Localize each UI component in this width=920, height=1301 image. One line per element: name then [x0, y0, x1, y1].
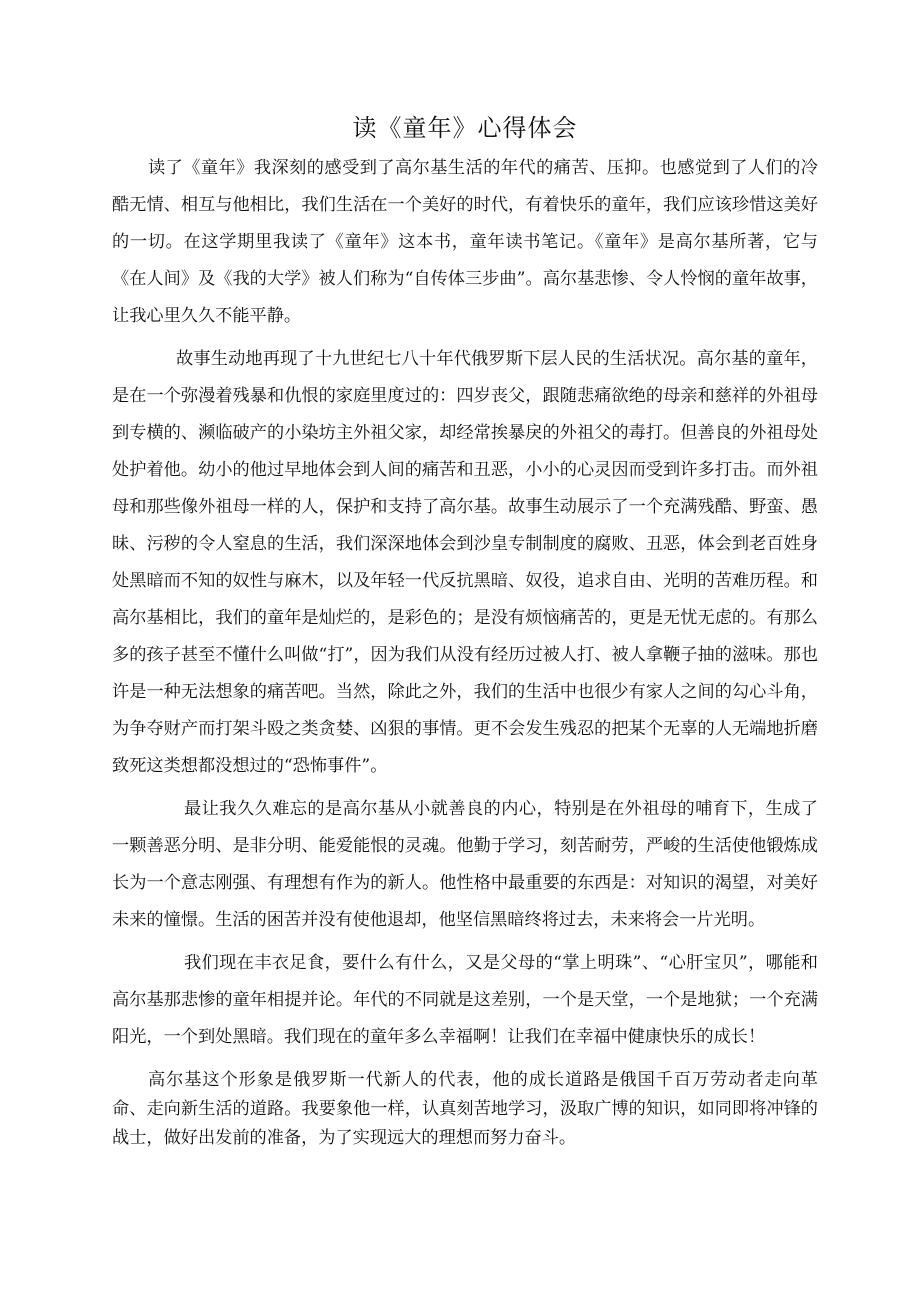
paragraph-4: 我们现在丰衣足食，要什么有什么，又是父母的“掌上明珠”、“心肝宝贝”，哪能和高尔基那悲惨的童年相提并论。年代的不同就是这差别，一个是天堂，一个是地狱；一个充满阳光，一个到处黑暗。我们现在的童年多么幸福啊！让我们在幸福中健康快乐的成长！: [112, 953, 818, 1047]
paragraph-5: 高尔基这个形象是俄罗斯一代新人的代表，他的成长道路是俄国千百万劳动者走向革命、走向新生活的道路。我要象他一样，认真刻苦地学习，汲取广博的知识，如同即将冲锋的战士，做好出发前的准备，为了实现远大的理想而努力奋斗。: [112, 1070, 818, 1148]
document-title: 读《童年》心得体会: [352, 114, 578, 142]
paragraph-3: 最让我久久难忘的是高尔基从小就善良的内心，特别是在外祖母的哺育下，生成了一颗善恶分明、是非分明、能爱能恨的灵魂。他勤于学习，刻苦耐劳，严峻的生活使他锻炼成长为一个意志刚强、有理想有作为的新人。他性格中最重要的东西是：对知识的渴望，对美好未来的憧憬。生活的困苦并没有使他退却，他坚信黑暗终将过去，未来将会一片光明。: [112, 799, 818, 930]
paragraph-1: 读了《童年》我深刻的感受到了高尔基生活的年代的痛苦、压抑。也感觉到了人们的冷酷无情、相互与他相比，我们生活在一个美好的时代，有着快乐的童年，我们应该珍惜这美好的一切。在这学期里我读了《童年》这本书，童年读书笔记。《童年》是高尔基所著，它与《在人间》及《我的大学》被人们称为“自传体三步曲”。高尔基悲惨、令人怜悯的童年故事，让我心里久久不能平静。: [112, 158, 818, 326]
document-page: [112, 108, 818, 1153]
paragraph-2: 故事生动地再现了十九世纪七八十年代俄罗斯下层人民的生活状况。高尔基的童年，是在一个弥漫着残暴和仇恨的家庭里度过的：四岁丧父，跟随悲痛欲绝的母亲和慈祥的外祖母到专横的、濒临破产的小染坊主外祖父家，却经常挨暴戾的外祖父的毒打。但善良的外祖母处处护着他。幼小的他过早地体会到人间的痛苦和丑恶，小小的心灵因而受到许多打击。而外祖母和那些像外祖母一样的人，保护和支持了高尔基。故事生动展示了一个充满残酷、野蛮、愚昧、污秽的令人窒息的生活，我们深深地体会到沙皇专制制度的腐败、丑恶，体会到老百姓身处黑暗而不知的奴性与麻木，以及年轻一代反抗黑暗、奴役，追求自由、光明的苦难历程。和高尔基相比，我们的童年是灿烂的，是彩色的；是没有烦恼痛苦的，更是无忧无虑的。有那么多的孩子甚至不懂什么叫做“打”，因为我们从没有经历过被人打、被人拿鞭子抽的滋味。那也许是一种无法想象的痛苦吧。当然，除此之外，我们的生活中也很少有家人之间的勾心斗角，为争夺财产而打架斗殴之类贪婪、凶狠的事情。更不会发生残忍的把某个无辜的人无端地折磨致死这类想都没想过的“恐怖事件”。: [112, 349, 818, 776]
